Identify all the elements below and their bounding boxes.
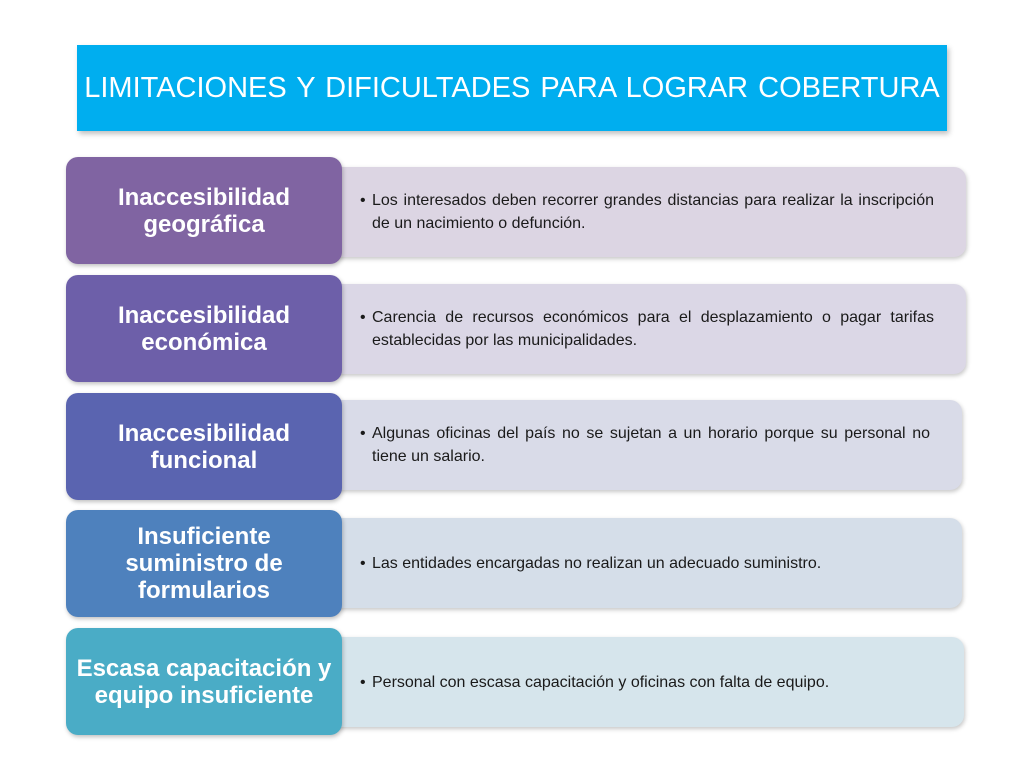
description-item: [360, 306, 934, 352]
description-text: Carencia de recursos económicos para el desplazamiento o pagar tarifas establecidas por las municipalidades.: [372, 309, 934, 349]
category-label: Escasa capacitación y equipo insuficiente: [76, 654, 332, 709]
bullet-icon: •: [360, 673, 366, 691]
description-text: Algunas oficinas del país no se sujetan a un horario porque su personal no tiene un salario.: [372, 425, 930, 465]
bullet-icon: •: [360, 554, 366, 572]
bullet-icon: •: [360, 309, 366, 326]
title-banner: [77, 45, 947, 131]
description-item: [360, 671, 829, 694]
category-label: Inaccesibilidad funcional: [117, 419, 291, 474]
category-label-box: [66, 393, 342, 500]
description-item: [360, 189, 934, 235]
description-box: [320, 637, 964, 727]
description-text: Personal con escasa capacitación y oficinas con falta de equipo.: [372, 673, 830, 691]
description-box: [320, 400, 962, 490]
page-title: LIMITACIONES Y DIFICULTADES PARA LOGRAR COBERTURA: [84, 71, 940, 104]
description-item: [360, 552, 821, 575]
description-text: Los interesados deben recorrer grandes distancias para realizar la inscripción de un nacimiento o defunción.: [372, 192, 934, 232]
category-label: Inaccesibilidad económica: [117, 301, 291, 356]
description-item: [360, 422, 930, 468]
bullet-icon: •: [360, 192, 366, 209]
category-label: Insuficiente suministro de formularios: [125, 523, 283, 604]
description-box: [320, 518, 962, 608]
description-box: [320, 167, 966, 257]
category-label: Inaccesibilidad geográfica: [117, 183, 291, 238]
bullet-icon: •: [360, 425, 366, 442]
category-label-box: [66, 275, 342, 382]
description-text: Las entidades encargadas no realizan un adecuado suministro.: [372, 554, 822, 572]
category-label-box: [66, 510, 342, 617]
category-label-box: [66, 628, 342, 735]
category-label-box: [66, 157, 342, 264]
description-box: [320, 284, 966, 374]
